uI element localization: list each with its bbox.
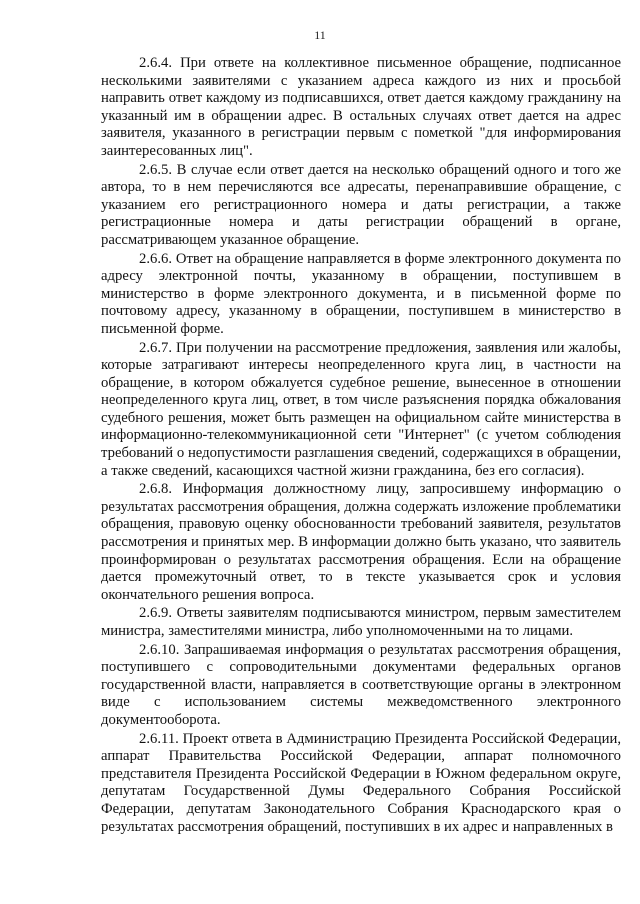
paragraph-2-6-7: 2.6.7. При получении на рассмотрение предложения, заявления или жалобы, которые затрагивают интересы неопределенного круга лиц, в частности на обращение, в котором обжалуется судебное решение, вынесенное в отношении неопределенного круга лиц, ответ, в том числе разъяснения порядка обжалования судебного решения, может быть размещен на официальном сайте министерства в информационно-телекоммуникационной сети "Интернет" (с учетом соблюдения требований о недопустимости разглашения сведений, содержащихся в обращении, а также сведений, касающихся частной жизни гражданина, без его согласия). bbox=[101, 339, 621, 479]
paragraph-2-6-9: 2.6.9. Ответы заявителям подписываются министром, первым заместителем министра, заместителями министра, либо уполномоченными на то лицами. bbox=[101, 605, 621, 639]
page-number: 11 bbox=[314, 28, 326, 42]
paragraph-2-6-5: 2.6.5. В случае если ответ дается на несколько обращений одного и того же автора, то в нем перечисляются все адресаты, перенаправившие обращение, с указанием его регистрационного номера и даты регистрации, а также регистрационные номера и даты регистрации обращений в органе, рассматривающем указанное обращение. bbox=[101, 161, 621, 248]
document-body bbox=[101, 55, 621, 837]
paragraph-2-6-8: 2.6.8. Информация должностному лицу, запросившему информацию о результатах рассмотрения обращения, должна содержать изложение проблематики обращения, правовую оценку обоснованности требований заявителя, результатов рассмотрения и принятых мер. В информации должно быть указано, что заявитель проинформирован о результатах рассмотрения обращения. Если на обращение дается промежуточный ответ, то в тексте указывается срок и условия окончательного решения вопроса. bbox=[101, 481, 621, 603]
paragraph-2-6-6: 2.6.6. Ответ на обращение направляется в форме электронного документа по адресу электронной почты, указанному в обращении, поступившем в министерство в форме электронного документа, и в письменной форме по почтовому адресу, указанному в обращении, поступившем в министерство в письменной форме. bbox=[101, 250, 621, 337]
paragraph-2-6-10: 2.6.10. Запрашиваемая информация о результатах рассмотрения обращения, поступившего с сопроводительными документами федеральных органов государственной власти, направляется в соответствующие органы в электронном виде с использованием системы межведомственного электронного документооборота. bbox=[101, 641, 621, 728]
paragraph-2-6-11: 2.6.11. Проект ответа в Администрацию Президента Российской Федерации, аппарат Правительства Российской Федерации, аппарат полномочного представителя Президента Российской Федерации в Южном федеральном округе, депутатам Государственной Думы Федерального Собрания Российской Федерации, депутатам Законодательного Собрания Краснодарского края о результатах рассмотрения обращений, поступивших в их адрес и направленных в bbox=[101, 730, 621, 835]
paragraph-2-6-4: 2.6.4. При ответе на коллективное письменное обращение, подписанное несколькими заявителями с указанием адреса каждого из них и просьбой направить ответ каждому из подписавшихся, ответ дается каждому гражданину на указанный им в обращении адрес. В остальных случаях ответ дается на адрес заявителя, указанного в регистрации первым с пометкой "для информирования заинтересованных лиц". bbox=[101, 55, 621, 159]
